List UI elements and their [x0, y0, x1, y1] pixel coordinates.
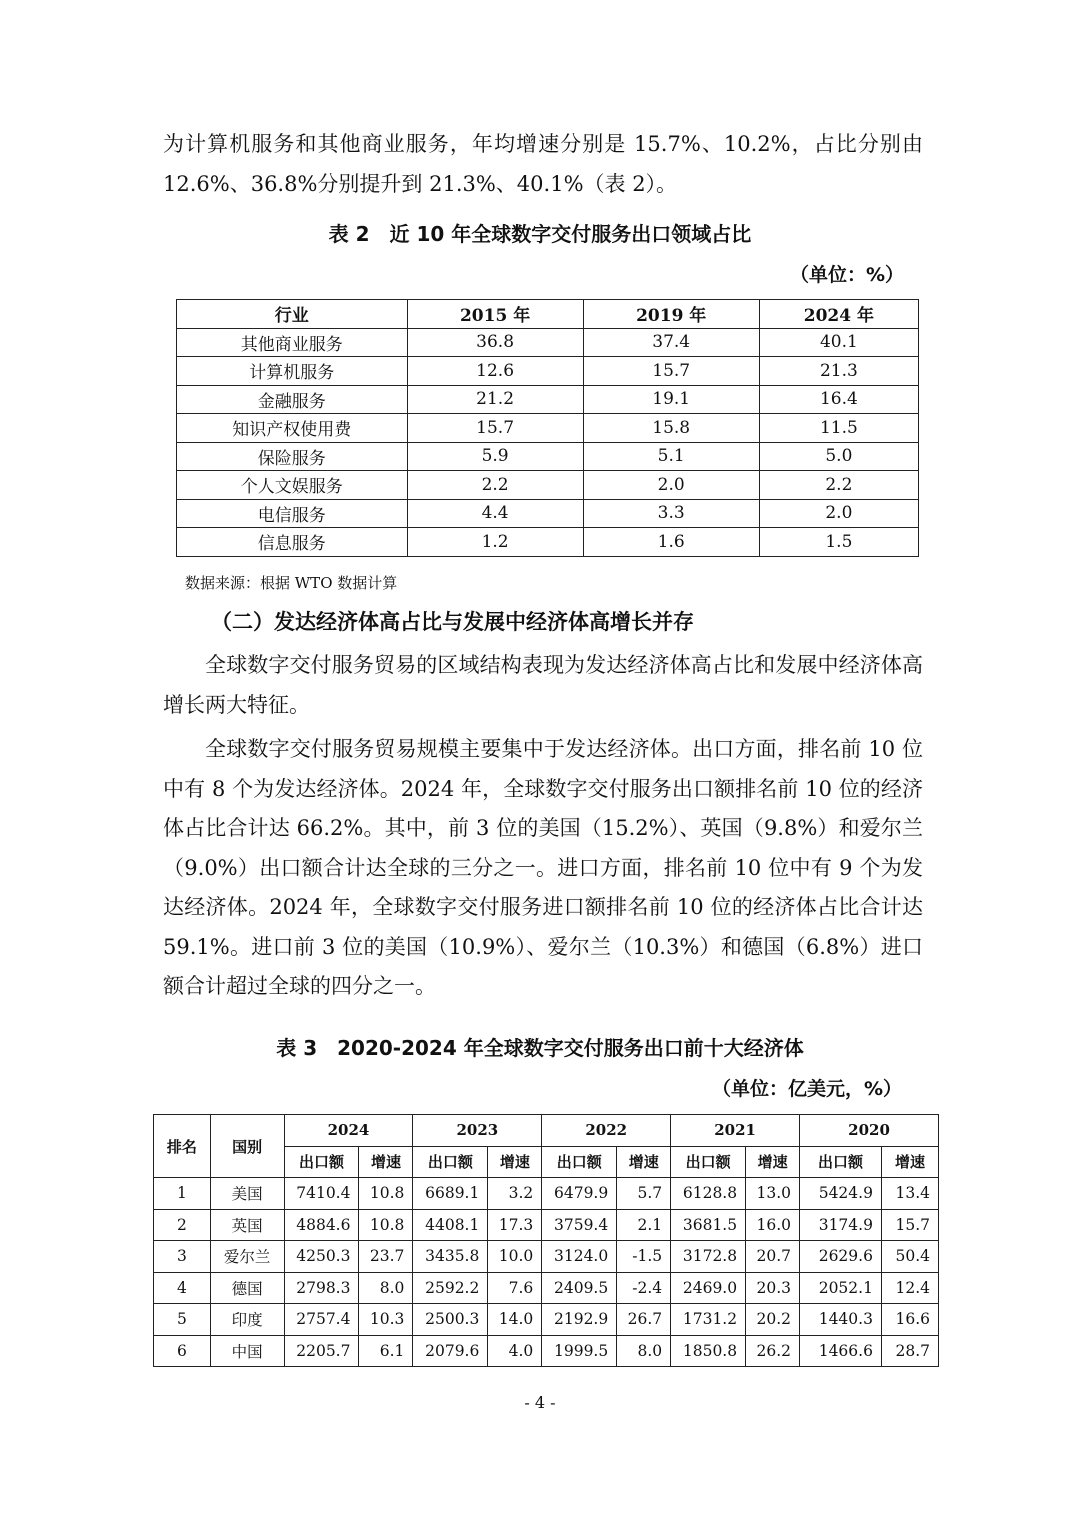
table3-year-header: 2020 [800, 1115, 939, 1147]
table3-growth-cell: 10.3 [359, 1304, 413, 1336]
table3-export-cell: 3174.9 [800, 1209, 882, 1241]
table2-value-cell: 2.2 [407, 471, 583, 500]
table2-value-cell: 36.8 [407, 328, 583, 357]
table2-industry-cell: 电信服务 [177, 499, 408, 528]
table3-row [154, 1335, 939, 1367]
table3-growth-cell: 50.4 [881, 1241, 938, 1273]
table2-value-cell: 21.3 [759, 357, 918, 386]
export-header: 出口额 [413, 1146, 488, 1178]
table3-export-cell: 3681.5 [671, 1209, 746, 1241]
table3-country-cell: 英国 [210, 1209, 284, 1241]
growth-header: 增速 [746, 1146, 800, 1178]
growth-header: 增速 [881, 1146, 938, 1178]
table3-growth-cell: 13.0 [746, 1178, 800, 1210]
table3-year-header: 2024 [284, 1115, 413, 1147]
table3-year-row [154, 1115, 939, 1147]
table3-growth-cell: 26.7 [617, 1304, 671, 1336]
table3-export-cell: 4408.1 [413, 1209, 488, 1241]
table2-industry-cell: 其他商业服务 [177, 328, 408, 357]
table3-growth-cell: 8.0 [617, 1335, 671, 1367]
table2-value-cell: 5.1 [583, 442, 759, 471]
table3-growth-cell: -2.4 [617, 1272, 671, 1304]
table3-growth-cell: 3.2 [488, 1178, 542, 1210]
table3-export-cell: 6479.9 [542, 1178, 617, 1210]
table2-row [177, 471, 919, 500]
table3-country-cell: 印度 [210, 1304, 284, 1336]
table3-row [154, 1209, 939, 1241]
growth-header: 增速 [617, 1146, 671, 1178]
table3-export-cell: 2052.1 [800, 1272, 882, 1304]
table2-value-cell: 37.4 [583, 328, 759, 357]
table2-value-cell: 15.7 [583, 357, 759, 386]
table3-growth-cell: 16.6 [881, 1304, 938, 1336]
table2-value-cell: 5.9 [407, 442, 583, 471]
table3-year-header: 2022 [542, 1115, 671, 1147]
growth-header: 增速 [359, 1146, 413, 1178]
table3-growth-cell: 20.3 [746, 1272, 800, 1304]
table3-rank-cell: 1 [154, 1178, 211, 1210]
table3-export-cell: 2205.7 [284, 1335, 359, 1367]
table3-growth-cell: 12.4 [881, 1272, 938, 1304]
table3-growth-cell: 4.0 [488, 1335, 542, 1367]
table2-value-cell: 2.0 [583, 471, 759, 500]
table3-export-cell: 5424.9 [800, 1178, 882, 1210]
table2-value-cell: 40.1 [759, 328, 918, 357]
export-header: 出口额 [800, 1146, 882, 1178]
table2-row [177, 414, 919, 443]
table3-growth-cell: 17.3 [488, 1209, 542, 1241]
table2-value-cell: 1.2 [407, 528, 583, 557]
table2-value-cell: 21.2 [407, 385, 583, 414]
table2-row [177, 442, 919, 471]
table3-export-cell: 2192.9 [542, 1304, 617, 1336]
table3-row [154, 1241, 939, 1273]
intro-paragraph: 为计算机服务和其他商业服务，年均增速分别是 15.7%、10.2%，占比分别由 12.6%、36.8%分别提升到 21.3%、40.1%（表 2）。 [163, 132, 923, 196]
table3-growth-cell: 26.2 [746, 1335, 800, 1367]
table3-country-cell: 中国 [210, 1335, 284, 1367]
table3 [153, 1114, 939, 1367]
table3-growth-cell: 20.2 [746, 1304, 800, 1336]
table3-growth-cell: 28.7 [881, 1335, 938, 1367]
table3-export-cell: 4250.3 [284, 1241, 359, 1273]
export-header: 出口额 [671, 1146, 746, 1178]
table2-unit: （单位：%） [790, 264, 905, 286]
table2-source: 数据来源：根据 WTO 数据计算 [185, 574, 398, 592]
table3-export-cell: 1440.3 [800, 1304, 882, 1336]
table3-export-cell: 3124.0 [542, 1241, 617, 1273]
table3-export-cell: 3759.4 [542, 1209, 617, 1241]
table2-header-row [177, 300, 919, 329]
table2-industry-cell: 个人文娱服务 [177, 471, 408, 500]
table2-row [177, 499, 919, 528]
table3-unit: （单位：亿美元，%） [712, 1078, 903, 1100]
table2-header: 行业 [177, 300, 408, 329]
table2-value-cell: 2.0 [759, 499, 918, 528]
table3-row [154, 1304, 939, 1336]
table3-country-header: 国别 [210, 1115, 284, 1178]
table3-rank-cell: 4 [154, 1272, 211, 1304]
table3-export-cell: 4884.6 [284, 1209, 359, 1241]
table3-export-cell: 1999.5 [542, 1335, 617, 1367]
table3-growth-cell: 14.0 [488, 1304, 542, 1336]
table3-country-cell: 德国 [210, 1272, 284, 1304]
table3-growth-cell: 2.1 [617, 1209, 671, 1241]
table2-row [177, 328, 919, 357]
table2-header: 2015 年 [407, 300, 583, 329]
table3-growth-cell: -1.5 [617, 1241, 671, 1273]
table2-caption: 表 2 近 10 年全球数字交付服务出口领域占比 [328, 222, 752, 246]
table2-row [177, 528, 919, 557]
table2-industry-cell: 知识产权使用费 [177, 414, 408, 443]
table3-growth-cell: 10.8 [359, 1209, 413, 1241]
table3-export-cell: 6128.8 [671, 1178, 746, 1210]
table2-value-cell: 5.0 [759, 442, 918, 471]
table2-industry-cell: 计算机服务 [177, 357, 408, 386]
table3-export-cell: 7410.4 [284, 1178, 359, 1210]
table3-export-cell: 2409.5 [542, 1272, 617, 1304]
table3-growth-cell: 16.0 [746, 1209, 800, 1241]
table3-growth-cell: 10.0 [488, 1241, 542, 1273]
table3-export-cell: 1466.6 [800, 1335, 882, 1367]
body-paragraph: 全球数字交付服务贸易规模主要集中于发达经济体。出口方面，排名前 10 位中有 8 个为发达经济体。2024 年，全球数字交付服务出口额排名前 10 位的经济体占比合计达 66.2%。其中，前 3 位的美国（15.2%）、英国（9.8%）和爱尔兰（9.0%）出口额合计达全球的三分之一。进口方面，排名前 10 位中有 9 个为发达经济体。2024 年，全球数字交付服务进口额排名前 10 位的经济体占比合计达 59.1%。进口前 3 位的美国（10.9%）、爱尔兰（10.3%）和德国（6.8%）进口额合计超过全球的四分之一。 [163, 737, 923, 998]
table3-export-cell: 3435.8 [413, 1241, 488, 1273]
table3-growth-cell: 23.7 [359, 1241, 413, 1273]
table3-rank-cell: 6 [154, 1335, 211, 1367]
table3-growth-cell: 5.7 [617, 1178, 671, 1210]
table2-industry-cell: 信息服务 [177, 528, 408, 557]
table2-value-cell: 1.6 [583, 528, 759, 557]
table2-value-cell: 19.1 [583, 385, 759, 414]
table3-rank-cell: 5 [154, 1304, 211, 1336]
body-paragraph: 全球数字交付服务贸易的区域结构表现为发达经济体高占比和发展中经济体高增长两大特征。 [163, 653, 923, 717]
growth-header: 增速 [488, 1146, 542, 1178]
page-number: - 4 - [524, 1393, 556, 1412]
table3-rank-header: 排名 [154, 1115, 211, 1178]
table3-caption: 表 3 2020-2024 年全球数字交付服务出口前十大经济体 [276, 1036, 804, 1060]
table3-row [154, 1178, 939, 1210]
table2-header: 2024 年 [759, 300, 918, 329]
table3-growth-cell: 10.8 [359, 1178, 413, 1210]
table2 [176, 299, 919, 557]
section-heading: （二）发达经济体高占比与发展中经济体高增长并存 [211, 610, 694, 634]
table3-year-header: 2023 [413, 1115, 542, 1147]
table2-value-cell: 15.7 [407, 414, 583, 443]
table2-row [177, 357, 919, 386]
table2-header: 2019 年 [583, 300, 759, 329]
table2-value-cell: 4.4 [407, 499, 583, 528]
table3-rank-cell: 2 [154, 1209, 211, 1241]
table3-export-cell: 1850.8 [671, 1335, 746, 1367]
table3-growth-cell: 6.1 [359, 1335, 413, 1367]
table3-export-cell: 2592.2 [413, 1272, 488, 1304]
table3-growth-cell: 13.4 [881, 1178, 938, 1210]
table2-value-cell: 12.6 [407, 357, 583, 386]
table2-value-cell: 16.4 [759, 385, 918, 414]
table3-export-cell: 2757.4 [284, 1304, 359, 1336]
table2-value-cell: 11.5 [759, 414, 918, 443]
table3-export-cell: 1731.2 [671, 1304, 746, 1336]
table3-country-cell: 爱尔兰 [210, 1241, 284, 1273]
table3-growth-cell: 20.7 [746, 1241, 800, 1273]
table3-export-cell: 2629.6 [800, 1241, 882, 1273]
table2-value-cell: 3.3 [583, 499, 759, 528]
table3-growth-cell: 7.6 [488, 1272, 542, 1304]
table3-country-cell: 美国 [210, 1178, 284, 1210]
export-header: 出口额 [284, 1146, 359, 1178]
table3-year-header: 2021 [671, 1115, 800, 1147]
table2-industry-cell: 金融服务 [177, 385, 408, 414]
table3-export-cell: 2500.3 [413, 1304, 488, 1336]
table3-export-cell: 2798.3 [284, 1272, 359, 1304]
table3-growth-cell: 8.0 [359, 1272, 413, 1304]
table3-export-cell: 2469.0 [671, 1272, 746, 1304]
table3-growth-cell: 15.7 [881, 1209, 938, 1241]
table3-export-cell: 6689.1 [413, 1178, 488, 1210]
table2-value-cell: 2.2 [759, 471, 918, 500]
table2-value-cell: 15.8 [583, 414, 759, 443]
table3-export-cell: 3172.8 [671, 1241, 746, 1273]
table3-row [154, 1272, 939, 1304]
table3-rank-cell: 3 [154, 1241, 211, 1273]
table2-value-cell: 1.5 [759, 528, 918, 557]
table3-export-cell: 2079.6 [413, 1335, 488, 1367]
table2-industry-cell: 保险服务 [177, 442, 408, 471]
table2-row [177, 385, 919, 414]
export-header: 出口额 [542, 1146, 617, 1178]
